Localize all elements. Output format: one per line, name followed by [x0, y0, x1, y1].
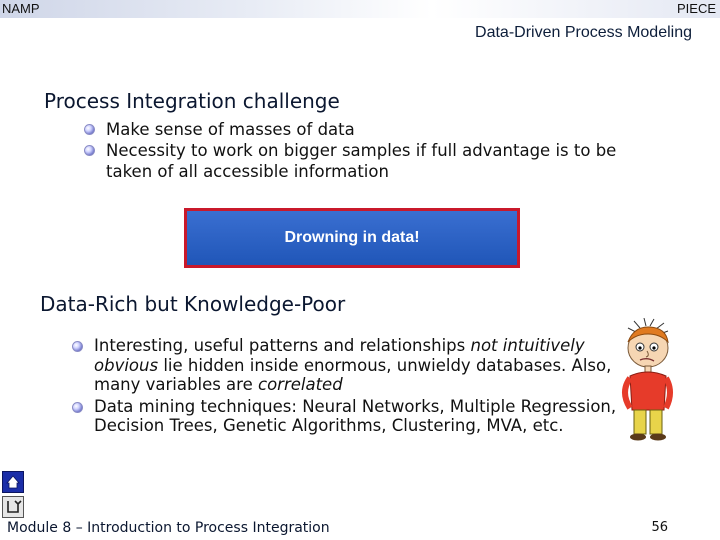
italic-emphasis: correlated [258, 375, 343, 394]
page-number: 56 [651, 520, 668, 535]
list-item [82, 119, 642, 140]
bullet-icon [84, 124, 95, 135]
bullet-icon [84, 145, 95, 156]
list-item [70, 397, 630, 436]
section-heading-data-rich: Data-Rich but Knowledge-Poor [40, 292, 346, 316]
return-button[interactable] [2, 496, 24, 518]
data-rich-bullet-list [70, 336, 630, 437]
bullet-text: Data mining techniques: Neural Networks, Multiple Regression, Decision Trees, Genetic Algorithms, Clustering, MVA, etc. [94, 396, 617, 435]
top-bar [0, 0, 720, 18]
header-left-label: NAMP [2, 1, 40, 16]
bullet-icon [72, 341, 83, 352]
slide-subtitle: Data-Driven Process Modeling [475, 24, 692, 41]
list-item [82, 140, 642, 182]
home-icon [3, 472, 23, 492]
bullet-text: Make sense of masses of data [106, 120, 355, 139]
bullet-icon [72, 402, 83, 413]
bullet-text: Interesting, useful patterns and relationships not intuitively obvious lie hidden inside enormous, unwieldy databases. Also, many variables are correlated [94, 336, 612, 394]
footer-module-title: Module 8 – Introduction to Process Integration [7, 520, 330, 536]
confused-person-clipart [616, 318, 676, 442]
banner-text: Drowning in data! [284, 229, 420, 246]
bullet-text: Necessity to work on bigger samples if full advantage is to be taken of all accessible information [106, 141, 617, 181]
home-button[interactable] [2, 471, 24, 493]
challenge-bullet-list [82, 119, 642, 182]
section-heading-process-integration: Process Integration challenge [44, 89, 340, 113]
return-arrow-icon [3, 497, 23, 517]
header-right-label: PIECE [676, 1, 716, 16]
drowning-banner [184, 208, 520, 268]
list-item [70, 336, 630, 395]
italic-emphasis: not intuitively obvious [94, 336, 585, 375]
